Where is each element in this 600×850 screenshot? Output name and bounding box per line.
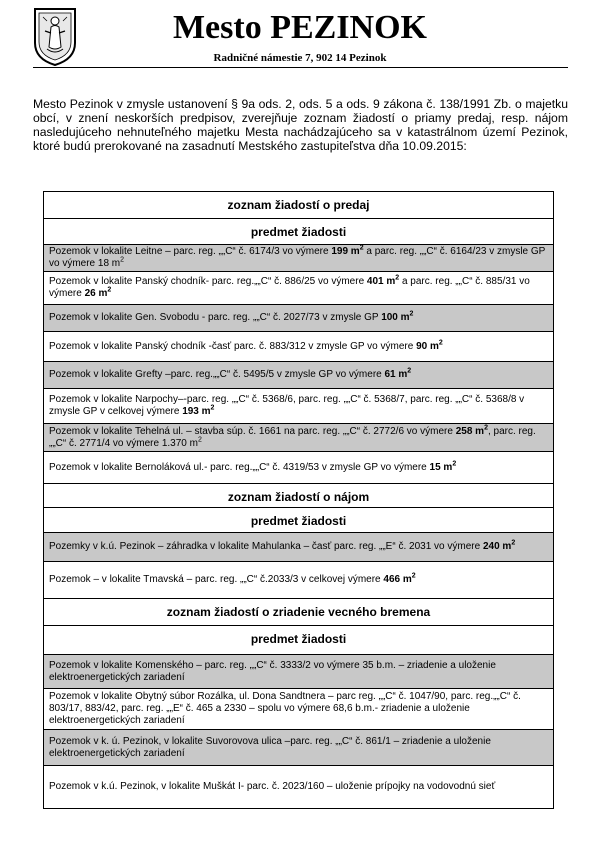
table-row xyxy=(44,305,553,332)
table-row xyxy=(44,730,553,766)
requests-table xyxy=(43,191,554,809)
row-text: Pozemok v lokalite Komenského – parc. reg. „„C“ č. 3333/2 vo výmere 35 b.m. – zriadenie a uloženie elektroenergetických zariadení xyxy=(49,659,496,683)
section-subtitle-easement: predmet žiadosti xyxy=(44,626,553,655)
row-text: Pozemok v lokalite Gen. Svobodu - parc. reg. „„C“ č. 2027/73 v zmysle GP 100 $m^2$ xyxy=(49,310,414,323)
table-row xyxy=(44,562,553,599)
table-row xyxy=(44,689,553,730)
page-title: Mesto PEZINOK xyxy=(172,9,428,46)
row-text: Pozemok v lokalite Panský chodník -časť parc. č. 883/312 v zmysle GP vo výmere 90 $m^2$ xyxy=(49,339,443,352)
section-title-easement: zoznam žiadostí o zriadenie vecného bremena xyxy=(44,599,553,626)
row-text: Pozemky v k.ú. Pezinok – záhradka v lokalite Mahulanka – časť parc. reg. „„E“ č. 2031 vo výmere 240 $m^2$ xyxy=(49,539,516,552)
row-text: Pozemok v k. ú. Pezinok, v lokalite Suvorovova ulica –parc. reg. „„C“ č. 861/1 – zriadenie a uloženie elektroenergetických zariadení xyxy=(49,735,491,759)
row-text: Pozemok v lokalite Leitne – parc. reg. „„C“ č. 6174/3 vo výmere 199 $m^2$ a parc. reg. „„C“ č. 6164/23 v zmysle GP vo výmere 18 $m^2$ xyxy=(49,245,546,269)
table-row xyxy=(44,766,553,808)
table-row xyxy=(44,389,553,424)
table-row xyxy=(44,332,553,362)
section-subtitle-sale: predmet žiadosti xyxy=(44,219,553,245)
table-row xyxy=(44,452,553,484)
row-text: Pozemok v lokalite Grefty –parc. reg.„„C“ č. 5495/5 v zmysle GP vo výmere 61 $m^2$ xyxy=(49,367,412,380)
address-line: Radničné námestie 7, 902 14 Pezinok xyxy=(213,52,387,64)
table-row xyxy=(44,424,553,452)
row-text: Pozemok v k.ú. Pezinok, v lokalite Muškát I- parc. č. 2023/160 – uloženie prípojky na vodovodnú sieť xyxy=(49,781,496,792)
section-title-sale: zoznam žiadostí o predaj xyxy=(44,192,553,219)
row-text: Pozemok v lokalite Obytný súbor Rozálka, ul. Dona Sandtnera – parc reg. „„C“ č. 1047/90, parc. reg.„„C“ č. 803/17, 883/42, parc. reg. „„E“ č. 465 a 2330 – spolu vo výmere 68,6 b.m.- zriadenie a uloženie elektroenergetických zariadení xyxy=(49,691,521,726)
table-row xyxy=(44,272,553,305)
row-text: Pozemok v lokalite Bernoláková ul.- parc. reg.„„C“ č. 4319/53 v zmysle GP vo výmere 15 $m^2$ xyxy=(49,460,457,473)
table-row xyxy=(44,655,553,689)
row-text: Pozemok v lokalite Panský chodník- parc. reg.„„C“ č. 886/25 vo výmere 401 $m^2$ a parc. reg. „„C“ č. 885/31 vo výmere 26 $m^2$ xyxy=(49,274,530,299)
table-row xyxy=(44,245,553,272)
section-title-lease: zoznam žiadostí o nájom xyxy=(44,484,553,508)
table-row xyxy=(44,362,553,389)
row-text: Pozemok v lokalite Tehelná ul. – stavba súp. č. 1661 na parc. reg. „„C“ č. 2772/6 vo výmere 258 $m^2$, parc. reg. „„C“ č. 2771/4 vo výmere 1.370 $m^2$ xyxy=(49,424,536,449)
intro-paragraph: Mesto Pezinok v zmysle ustanovení § 9a ods. 2, ods. 5 a ods. 9 zákona č. 138/1991 Zb. o majetku obcí, v znení neskorších predpisov, zverejňuje zoznam žiadostí o priamy predaj, resp. nájom nasledujúceho nehnuteľného majetku Mesta nachádzajúceho sa v katastrálnom území Pezinok, ktoré budú prerokované na zasadnutí Mestského zastupiteľstva dňa 10.09.2015: xyxy=(33,97,568,153)
row-text: Pozemok v lokalite Narpochy–-parc. reg. „„C“ č. 5368/6, parc. reg. „„C“ č. 5368/7, parc. reg. „„C“ č. 5368/8 v zmysle GP v celkovej výmere 193 $m^2$ xyxy=(49,394,525,417)
section-subtitle-lease: predmet žiadosti xyxy=(44,508,553,533)
header-divider xyxy=(33,67,568,68)
table-row xyxy=(44,533,553,562)
row-text: Pozemok – v lokalite Tmavská – parc. reg. „„C“ č.2033/3 v celkovej výmere 466 $m^2$ xyxy=(49,572,416,585)
